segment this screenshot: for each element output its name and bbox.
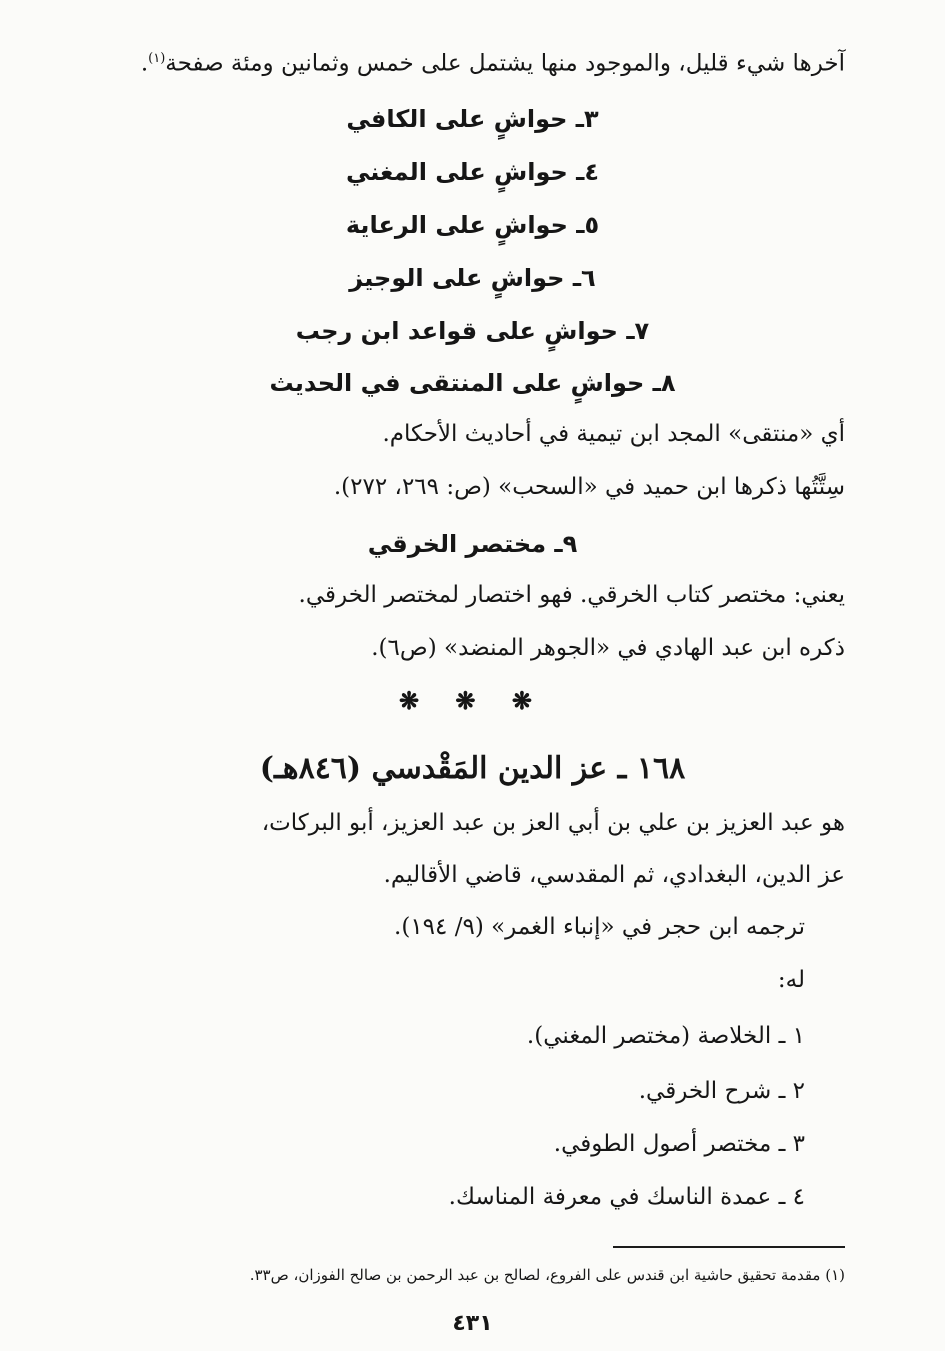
biography-title: ١٦٨ ـ عز الدين المَقْدسي (٨٤٦هـ) [259, 751, 686, 786]
work-heading-3: ٣ـ حواشٍ على الكافي [346, 105, 599, 133]
intro-period: . [140, 50, 149, 77]
footnote-reference: (١) [148, 51, 166, 66]
work-heading-4: ٤ـ حواشٍ على المغني [345, 158, 600, 186]
page-number: ٤٣١ [452, 1311, 493, 1336]
section-separator: ❋ ❋ ❋ [398, 686, 547, 715]
biography-work-1: ١ ـ الخلاصة (مختصر المغني). [526, 1023, 805, 1049]
biography-line-3: ترجمه ابن حجر في «إنباء الغمر» (٩/ ١٩٤). [394, 914, 805, 940]
footnote: (١) مقدمة تحقيق حاشية ابن قندس على الفروع، لصالح بن عبد الرحمن بن صالح الفوزان، ص٣٣. [249, 1266, 845, 1284]
work-heading-6: ٦ـ حواشٍ على الوجيز [349, 264, 596, 292]
muntaqa-note-2: سِتَّتُها ذكرها ابن حميد في «السحب» (ص: ٢٦٩، ٢٧٢). [333, 474, 845, 500]
biography-line-2: عز الدين، البغدادي، ثم المقدسي، قاضي الأقاليم. [383, 862, 845, 888]
intro-text: آخرها شيء قليل، والموجود منها يشتمل على خمس وثمانين ومئة صفحة [165, 50, 845, 77]
work-heading-5: ٥ـ حواشٍ على الرعاية [345, 211, 600, 239]
biography-work-4: ٤ ـ عمدة الناسك في معرفة المناسك. [448, 1184, 805, 1210]
work-heading-8: ٨ـ حواشٍ على المنتقى في الحديث [269, 369, 676, 397]
biography-line-4: له: [777, 967, 805, 993]
muntaqa-note-1: أي «منتقى» المجد ابن تيمية في أحاديث الأحكام. [382, 421, 845, 447]
intro-line [141, 43, 845, 80]
biography-work-2: ٢ ـ شرح الخرقي. [638, 1078, 805, 1104]
biography-work-3: ٣ ـ مختصر أصول الطوفي. [553, 1131, 805, 1157]
work-heading-7: ٧ـ حواشٍ على قواعد ابن رجب [295, 317, 650, 345]
khiraqi-note-1: يعني: مختصر كتاب الخرقي. فهو اختصار لمختصر الخرقي. [298, 582, 845, 608]
khiraqi-note-2: ذكره ابن عبد الهادي في «الجوهر المنضد» (ص٦). [371, 635, 845, 661]
footnote-divider [613, 1246, 845, 1248]
work-heading-9: ٩ـ مختصر الخرقي [367, 530, 578, 558]
biography-line-1: هو عبد العزيز بن علي بن أبي العز بن عبد العزيز، أبو البركات، [261, 810, 845, 836]
